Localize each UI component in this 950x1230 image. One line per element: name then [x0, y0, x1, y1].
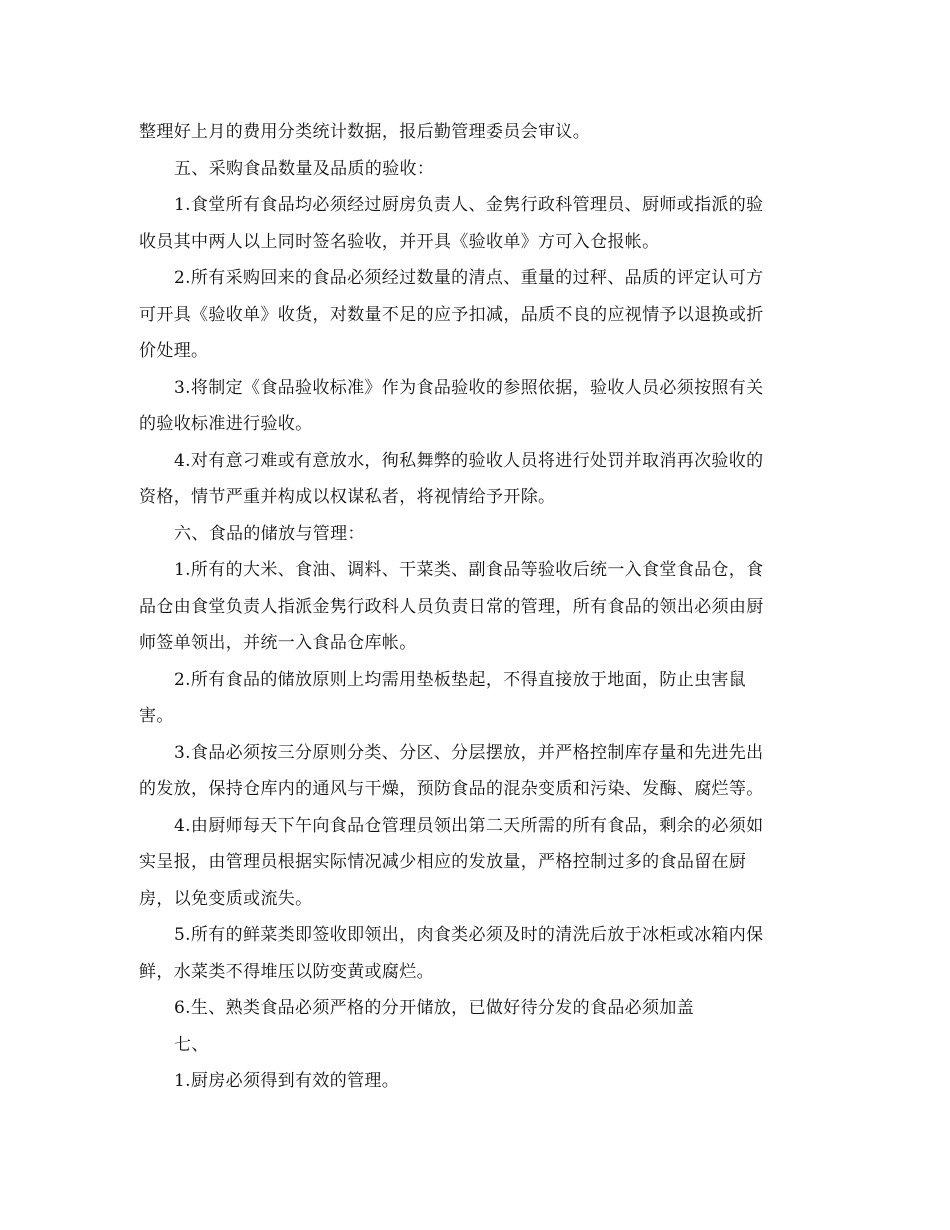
text-line: 资格，情节严重并构成以权谋私者，将视情给予开除。	[139, 487, 556, 507]
text-line: 2.所有食品的储放原则上均需用垫板垫起，不得直接放于地面，防止虫害鼠	[174, 669, 747, 690]
text-line: 4.对有意刁难或有意放水，徇私舞弊的验收人员将进行处罚并取消再次验收的	[174, 450, 764, 471]
text-line: 价处理。	[139, 341, 209, 361]
text-line: 1.所有的大米、食油、调料、干菜类、副食品等验收后统一入食堂食品仓，食	[174, 560, 764, 580]
text-line: 4.由厨师每天下午向食品仓管理员领出第二天所需的所有食品，剩余的必须如	[174, 815, 764, 836]
section-heading: 七、	[174, 1034, 209, 1055]
text-line: 鲜，水菜类不得堆压以防变黄或腐烂。	[139, 961, 434, 982]
text-line: 的验收标准进行验收。	[139, 414, 313, 434]
text-line: 师签单领出，并统一入食品仓库帐。	[139, 633, 417, 653]
text-line: 可开具《验收单》收货，对数量不足的应予扣减，品质不良的应视情予以退换或折	[139, 304, 764, 325]
text-line: 5.所有的鲜菜类即签收即领出，肉食类必须及时的清洗后放于冰柜或冰箱内保	[174, 925, 764, 945]
text-line: 品仓由食堂负责人指派金隽行政科人员负责日常的管理，所有食品的领出必须由厨	[139, 596, 764, 617]
text-line: 的发放，保持仓库内的通风与干燥，预防食品的混杂变质和污染、发酶、腐烂等。	[139, 779, 764, 799]
text-line: 3.将制定《食品验收标准》作为食品验收的参照依据，验收人员必须按照有关	[174, 377, 764, 398]
text-line: 1.厨房必须得到有效的管理。	[174, 1071, 400, 1091]
text-line: 6.生、熟类食品必须严格的分开储放，已做好待分发的食品必须加盖	[174, 998, 695, 1018]
section-heading: 五、采购食品数量及品质的验收：	[174, 158, 435, 179]
text-line: 收员其中两人以上同时签名验收，并开具《验收单》方可入仓报帐。	[139, 231, 660, 252]
text-line: 3.食品必须按三分原则分类、分区、分层摆放，并严格控制库存量和先进先出	[174, 742, 764, 763]
text-line: 实呈报，由管理员根据实际情况减少相应的发放量，严格控制过多的食品留在厨	[139, 852, 747, 872]
text-line: 整理好上月的费用分类统计数据，报后勤管理委员会审议。	[139, 122, 591, 142]
text-line: 2.所有采购回来的食品必须经过数量的清点、重量的过秤、品质的评定认可方	[174, 268, 764, 288]
text-line: 房，以免变质或流失。	[139, 888, 313, 909]
text-line: 害。	[139, 706, 174, 726]
document-body	[139, 114, 819, 1100]
section-heading: 六、食品的储放与管理：	[174, 523, 365, 544]
text-line: 1.食堂所有食品均必须经过厨房负责人、金隽行政科管理员、厨师或指派的验	[174, 195, 764, 215]
